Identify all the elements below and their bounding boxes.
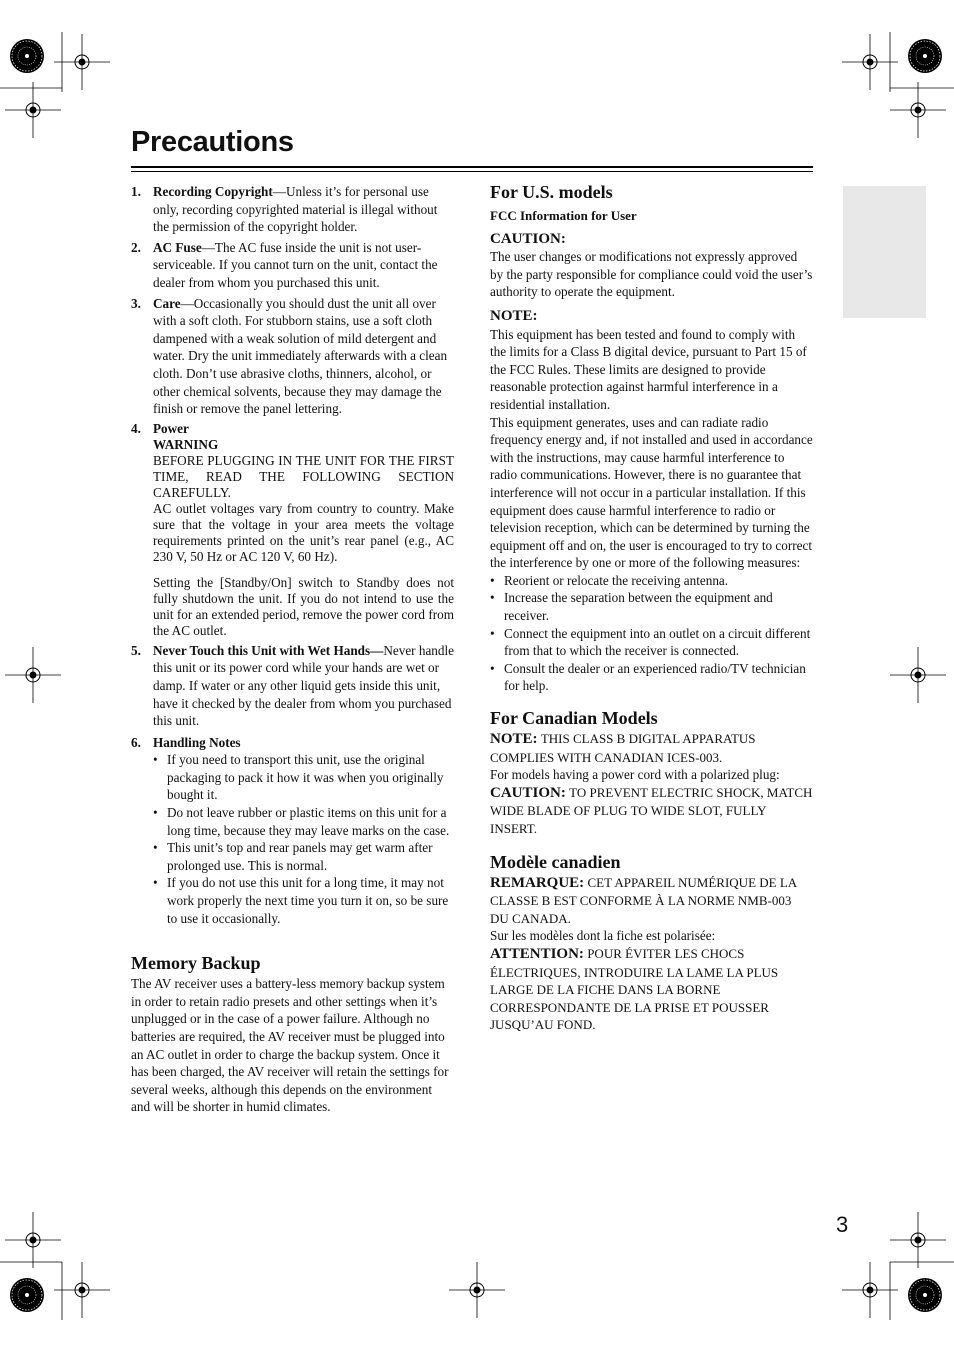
handling-heading: Handling Notes <box>153 734 241 750</box>
bullet-icon: • <box>153 752 158 768</box>
power-item <box>131 421 454 639</box>
item-text: —Occasionally you should dust the unit all over with a soft cloth. For stubborn stains, use a soft cloth dampened with a weak solution of mild detergent and water. Dry the unit immediately afterwards with a clean cloth. Don’t use abrasive cloths, thinners, alcohol, or other chemical solvents, because they may damage the finish or remove the panel lettering. <box>153 295 448 417</box>
item-number: 1. <box>131 184 141 199</box>
item-number: 5. <box>131 642 141 658</box>
bullet-item: • Connect the equipment into an outlet on a circuit different from that to which the receiver is connected. <box>490 625 811 659</box>
bullet-icon: • <box>490 572 495 588</box>
note-text-2: This equipment generates, uses and can radiate radio frequency energy and, if not installed and used in accordance with the instructions, may cause harmful interference to radio communications. However, there is no guarantee that interference will not occur in a particular installation. If this equipment does cause harmful interference to radio or television reception, which can be determined by turning the equipment off and on, the user is encouraged to try to correct the interference by one or more of the following measures: <box>490 414 813 571</box>
title-rule <box>131 166 813 168</box>
item-text: Never handle this unit or its power cord while your hands are wet or damp. If water or any other liquid gets inside this unit, have it checked by the dealer from whom you purchased this unit. <box>153 642 455 729</box>
bullet-item: • Consult the dealer or an experienced radio/TV technician for help. <box>490 660 806 694</box>
memory-text: The AV receiver uses a battery-less memory backup system in order to retain radio presets and other settings when it’s unplugged or in the case of a power failure. Although no batteries are required, the AV receiver must be plugged into an AC outlet in order to charge the backup system. Once it has been charged, the AV receiver will retain the settings for several weeks, although this depends on the environment and will be shorter in humid climates. <box>131 976 449 1115</box>
bullet-icon: • <box>490 590 495 606</box>
item-text: —The AC fuse inside the unit is not user-serviceable. If you cannot turn on the unit, contact the dealer from whom you purchased this unit. <box>153 239 438 290</box>
bullet-icon: • <box>153 840 158 856</box>
power-caps-text: BEFORE PLUGGING IN THE UNIT FOR THE FIRST TIME, READ THE FOLLOWING SECTION CAREFULLY. <box>153 452 454 500</box>
item-text: —Unless it’s for personal use only, recording copyrighted material is illegal without the permission of the copyright holder. <box>153 184 438 235</box>
us-heading: For U.S. models <box>490 182 613 202</box>
title-rule-thin <box>131 171 813 172</box>
fcc-subheading: FCC Information for User <box>490 208 637 223</box>
item-lead: Recording Copyright <box>153 184 273 199</box>
bullet-icon: • <box>490 660 495 676</box>
power-heading: Power <box>153 420 189 436</box>
item-number: 3. <box>131 295 141 311</box>
wet-hands-item <box>131 642 454 730</box>
bullet-item: • This unit’s top and rear panels may get warm after prolonged use. This is normal. <box>153 840 433 873</box>
side-tab <box>843 186 926 318</box>
memory-heading: Memory Backup <box>131 953 261 974</box>
note-text-1: This equipment has been tested and found to comply with the limits for a Class B digital device, pursuant to Part 15 of the FCC Rules. These limits are designed to provide reasonable protection against harmful interference in a residential installation. <box>490 326 807 412</box>
caution-text: The user changes or modifications not expressly approved by the party responsible for compliance could void the user’s authority to operate the equipment. <box>490 249 813 300</box>
list-item <box>131 239 454 292</box>
item-number: 4. <box>131 420 141 436</box>
canada-caution-text: TO PREVENT ELECTRIC SHOCK, MATCH WIDE BLADE OF PLUG TO WIDE SLOT, FULLY INSERT. <box>490 784 813 836</box>
bullet-item: • Reorient or relocate the receiving antenna. <box>490 572 729 588</box>
right-column <box>490 180 813 1034</box>
item-lead: AC Fuse <box>153 239 202 255</box>
remarque-label: REMARQUE: <box>490 874 585 891</box>
canada-note-text: THIS CLASS B DIGITAL APPARATUS COMPLIES WITH CANADIAN ICES-003. <box>490 731 756 765</box>
canada-caution-label: CAUTION: <box>490 784 566 801</box>
handling-item <box>131 734 454 928</box>
bullet-item: • Increase the separation between the equipment and receiver. <box>490 590 773 624</box>
canada-heading: For Canadian Models <box>490 708 658 729</box>
canada-note-label: NOTE: <box>490 731 538 748</box>
left-column <box>131 183 454 1116</box>
power-text-1: AC outlet voltages vary from country to country. Make sure that the voltage in your area meets the voltage requirements printed on the unit’s rear panel (e.g., AC 230 V, 50 Hz or AC 120 V, 60 Hz). <box>153 500 454 564</box>
bullet-icon: • <box>153 875 158 891</box>
bullet-item: • Do not leave rubber or plastic items on this unit for a long time, because they may leave marks on the case. <box>153 805 450 838</box>
bullet-item: • If you do not use this unit for a long time, it may not work properly the next time you turn it on, so be sure to use it occasionally. <box>153 875 449 926</box>
power-text-2: Setting the [Standby/On] switch to Standby does not fully shutdown the unit. If you do not intend to use the unit for an extended period, remove the power cord from the AC outlet. <box>153 574 454 638</box>
item-number: 6. <box>131 734 141 750</box>
page-number: 3 <box>836 1212 849 1237</box>
canada-plug-text: For models having a power cord with a polarized plug: <box>490 767 780 783</box>
note-label: NOTE: <box>490 307 538 324</box>
item-number: 2. <box>131 239 141 255</box>
fr-heading: Modèle canadien <box>490 851 621 872</box>
page-title: Precautions <box>131 126 294 158</box>
bullet-item: • If you need to transport this unit, use the original packaging to pack it how it was when you originally bought it. <box>153 752 444 803</box>
bullet-icon: • <box>490 625 495 641</box>
list-item <box>131 183 454 236</box>
attention-text: POUR ÉVITER LES CHOCS ÉLECTRIQUES, INTRODUIRE LA LAME LA PLUS LARGE DE LA FICHE DANS LA BORNE CORRESPONDANTE DE LA PRISE ET POUSSER JUSQU’AU FOND. <box>490 945 779 1033</box>
fr-plug-text: Sur les modèles dont la fiche est polarisée: <box>490 928 716 944</box>
bullet-icon: • <box>153 805 158 821</box>
power-warning: WARNING <box>153 436 219 452</box>
item-lead: Care <box>153 295 181 311</box>
item-lead: Never Touch this Unit with Wet Hands— <box>153 642 384 658</box>
list-item <box>131 295 454 418</box>
caution-label: CAUTION: <box>490 230 566 247</box>
attention-label: ATTENTION: <box>490 945 584 962</box>
remarque-text: CET APPAREIL NUMÉRIQUE DE LA CLASSE B EST CONFORME À LA NORME NMB-003 DU CANADA. <box>490 874 797 926</box>
